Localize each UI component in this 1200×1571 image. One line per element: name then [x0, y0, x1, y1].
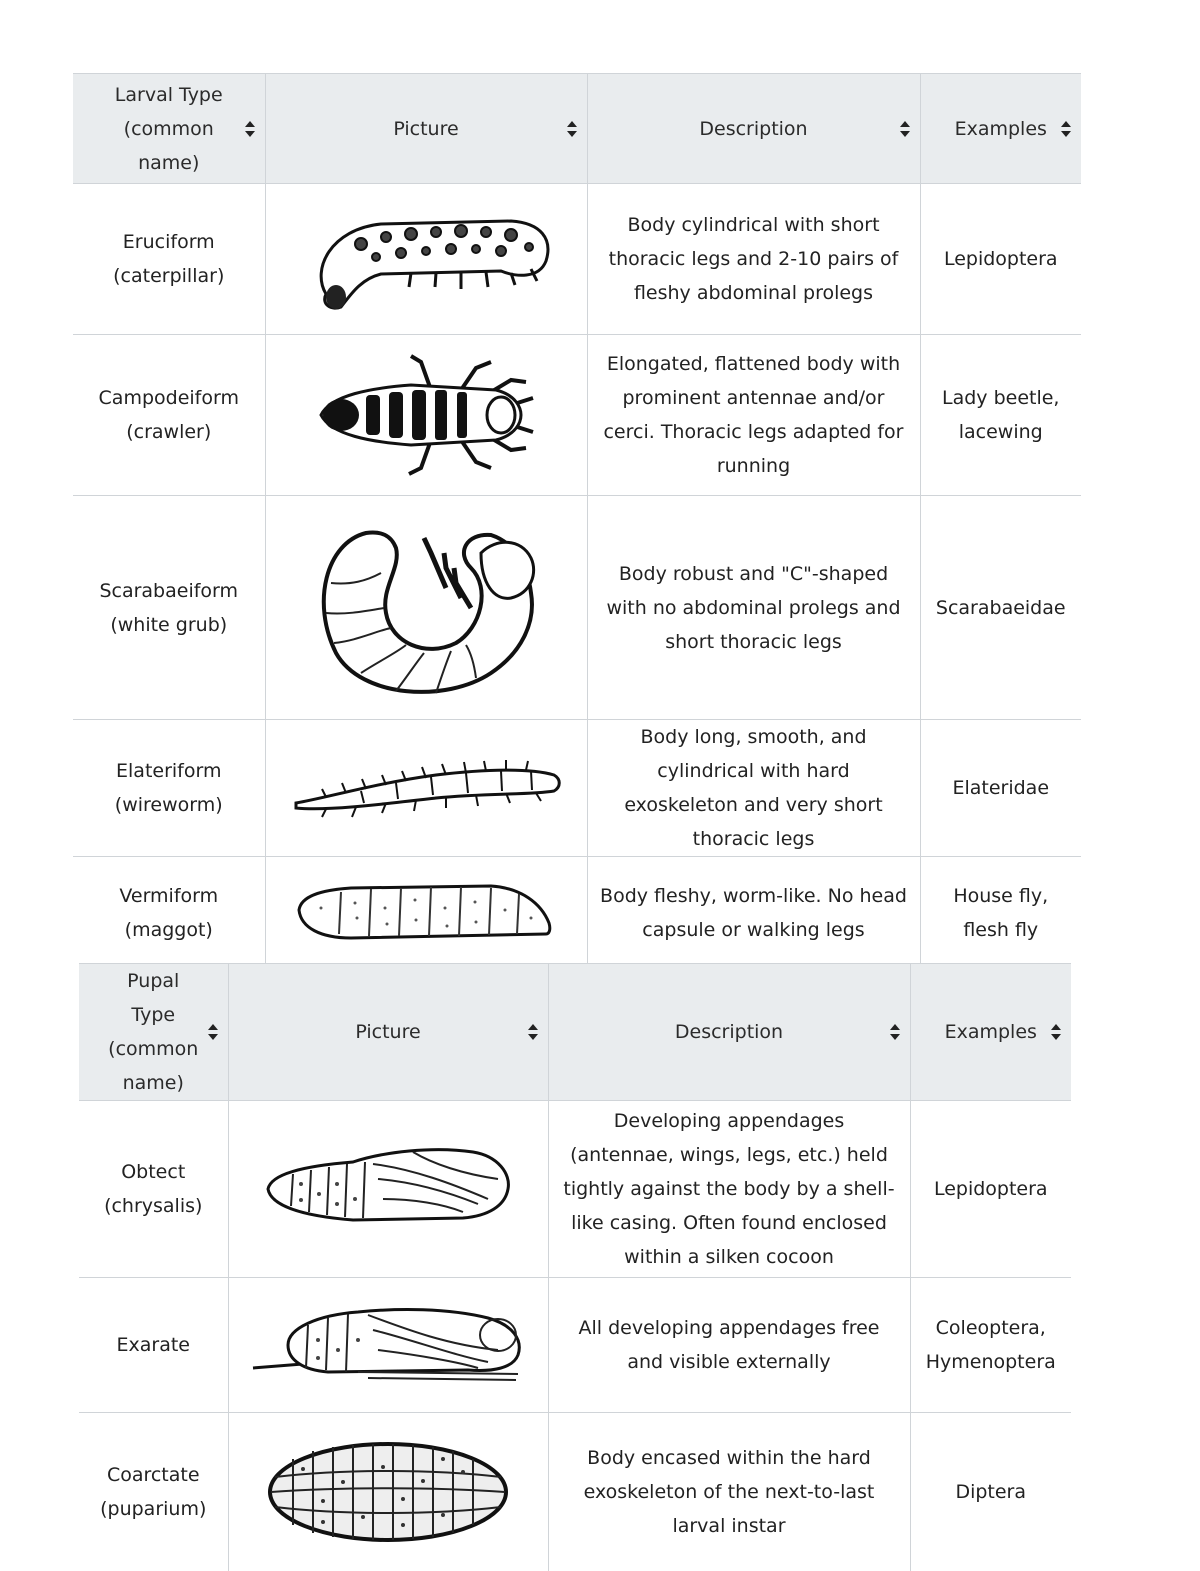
description-cell: Body cylindrical with short thoracic legs and 2-10 pairs of fleshy abdominal prolegs: [587, 184, 920, 335]
header-larval-type[interactable]: Larval Type (common name): [73, 74, 265, 184]
larval-type-cell: Eruciform (caterpillar): [73, 184, 265, 335]
picture-cell: [228, 1413, 548, 1571]
picture-cell: [228, 1101, 548, 1278]
table-row: [79, 1413, 1071, 1571]
header-description[interactable]: Description: [587, 74, 920, 184]
description-cell: Body encased within the hard exoskeleton of the next-to-last larval instar: [548, 1413, 910, 1571]
sort-icon[interactable]: [528, 1024, 538, 1040]
puparium-drawing: [263, 1437, 513, 1547]
sort-icon[interactable]: [890, 1024, 900, 1040]
picture-cell: [228, 1278, 548, 1413]
description-cell: Body long, smooth, and cylindrical with hard exoskeleton and very short thoracic legs: [587, 720, 920, 857]
maggot-drawing: [291, 878, 561, 948]
table-row: [73, 720, 1081, 857]
header-examples[interactable]: Examples: [910, 964, 1071, 1101]
pupal-type-table: [79, 963, 1071, 1571]
sort-icon[interactable]: [245, 121, 255, 137]
sort-icon[interactable]: [900, 121, 910, 137]
description-cell: Elongated, flattened body with prominent antennae and/or cerci. Thoracic legs adapted for running: [587, 335, 920, 496]
examples-cell: Lepidoptera: [920, 184, 1081, 335]
chrysalis-drawing: [263, 1144, 513, 1234]
picture-cell: [265, 720, 587, 857]
crawler-drawing: [311, 350, 541, 480]
pupal-type-cell: Coarctate (puparium): [79, 1413, 228, 1571]
picture-cell: [265, 335, 587, 496]
header-picture[interactable]: Picture: [265, 74, 587, 184]
larval-type-table: [73, 73, 1081, 969]
pupal-type-cell: Exarate: [79, 1278, 228, 1413]
white-grub-drawing: [306, 513, 546, 703]
header-picture[interactable]: Picture: [228, 964, 548, 1101]
larval-type-cell: Vermiform (maggot): [73, 857, 265, 969]
sort-icon[interactable]: [208, 1024, 218, 1040]
wireworm-drawing: [286, 753, 566, 823]
table-row: [79, 1278, 1071, 1413]
caterpillar-drawing: [291, 199, 561, 319]
examples-cell: Elateridae: [920, 720, 1081, 857]
table-row: [73, 496, 1081, 720]
exarate-pupa-drawing: [248, 1300, 528, 1390]
examples-cell: Coleoptera, Hymenoptera: [910, 1278, 1071, 1413]
examples-cell: Scarabaeidae: [920, 496, 1081, 720]
description-cell: All developing appendages free and visible externally: [548, 1278, 910, 1413]
picture-cell: [265, 184, 587, 335]
larval-type-cell: Campodeiform (crawler): [73, 335, 265, 496]
header-examples[interactable]: Examples: [920, 74, 1081, 184]
picture-cell: [265, 496, 587, 720]
description-cell: Body fleshy, worm-like. No head capsule or walking legs: [587, 857, 920, 969]
picture-cell: [265, 857, 587, 969]
examples-cell: Lady beetle, lacewing: [920, 335, 1081, 496]
sort-icon[interactable]: [1051, 1024, 1061, 1040]
table-row: [73, 335, 1081, 496]
description-cell: Developing appendages (antennae, wings, legs, etc.) held tightly against the body by a shell-like casing. Often found enclosed within a silken cocoon: [548, 1101, 910, 1278]
larval-type-cell: Scarabaeiform (white grub): [73, 496, 265, 720]
examples-cell: Lepidoptera: [910, 1101, 1071, 1278]
sort-icon[interactable]: [567, 121, 577, 137]
table-row: [79, 1101, 1071, 1278]
table-row: [73, 184, 1081, 335]
examples-cell: House fly, flesh fly: [920, 857, 1081, 969]
header-pupal-type[interactable]: Pupal Type (common name): [79, 964, 228, 1101]
description-cell: Body robust and "C"-shaped with no abdominal prolegs and short thoracic legs: [587, 496, 920, 720]
examples-cell: Diptera: [910, 1413, 1071, 1571]
header-description[interactable]: Description: [548, 964, 910, 1101]
table-row: [73, 857, 1081, 969]
sort-icon[interactable]: [1061, 121, 1071, 137]
larval-type-cell: Elateriform (wireworm): [73, 720, 265, 857]
pupal-type-cell: Obtect (chrysalis): [79, 1101, 228, 1278]
